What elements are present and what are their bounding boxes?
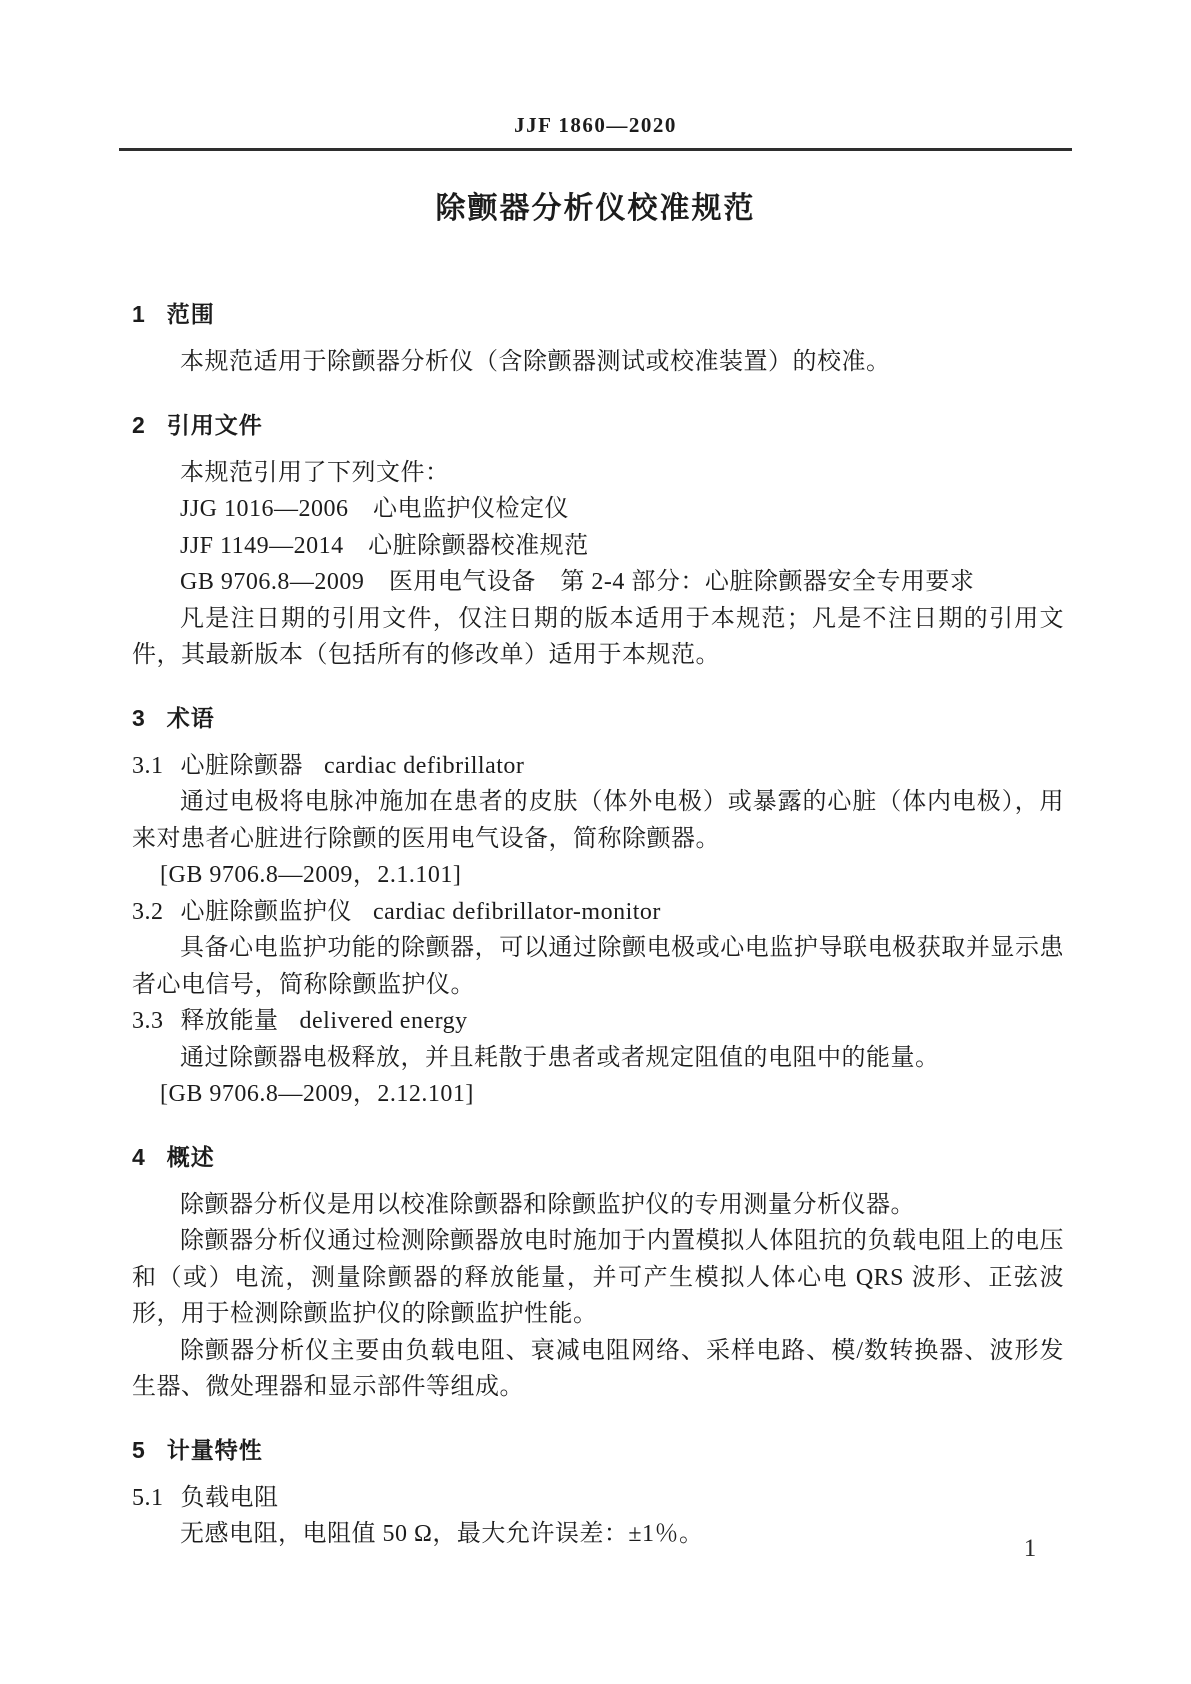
section-title: 术语: [166, 704, 215, 731]
citation-line: [GB 9706.8—2009，2.1.101]: [160, 862, 462, 888]
paragraph: 本规范引用了下列文件：: [180, 459, 450, 486]
term-name-zh: 负载电阻: [180, 1484, 279, 1511]
section-heading-1: [132, 296, 1064, 332]
paragraph: 除颤器分析仪通过检测除颤器放电时施加于内置模拟人体阻抗的负载电阻上的电压和（或）电流，测量除颤器的释放能量，并可产生模拟人体心电 QRS 波形、正弦波形，用于检测除颤监护仪的除颤监护性能。: [132, 1228, 1064, 1327]
paragraph: 通过除颤器电极释放，并且耗散于患者或者规定阻值的电阻中的能量。: [180, 1044, 940, 1071]
term-heading: [132, 1003, 1064, 1040]
section-number: 4: [132, 1143, 146, 1170]
term-name-zh: 心脏除颤器: [180, 752, 303, 779]
term-name-zh: 心脏除颤监护仪: [180, 898, 352, 925]
page-number: 1: [1023, 1535, 1037, 1562]
term-number: 3.2: [132, 898, 164, 925]
document-code: JJF 1860—2020: [514, 113, 677, 137]
section-heading-3: [132, 700, 1064, 736]
section-heading-4: [132, 1139, 1064, 1175]
reference-doc-item: GB 9706.8—2009 医用电气设备 第 2-4 部分：心脏除颤器安全专用要求: [180, 569, 975, 595]
paragraph: 无感电阻，电阻值 50 Ω，最大允许误差：±1％。: [180, 1521, 704, 1547]
section-heading-5: [132, 1432, 1064, 1468]
document-body: [132, 296, 1064, 1553]
section-title: 概述: [166, 1143, 215, 1170]
paragraph: 本规范适用于除颤器分析仪（含除颤器测试或校准装置）的校准。: [180, 349, 891, 375]
section-heading-2: [132, 407, 1064, 443]
page-header: [0, 0, 1191, 151]
reference-doc-item: JJF 1149—2014 心脏除颤器校准规范: [180, 532, 589, 559]
term-name-zh: 释放能量: [180, 1008, 279, 1034]
term-number: 3.1: [132, 752, 164, 779]
paragraph: 除颤器分析仪是用以校准除颤器和除颤监护仪的专用测量分析仪器。: [180, 1191, 915, 1218]
term-number: 3.3: [132, 1008, 164, 1034]
paragraph: 具备心电监护功能的除颤器，可以通过除颤电极或心电监护导联电极获取并显示患者心电信号，简称除颤监护仪。: [132, 935, 1064, 998]
term-name-en: delivered energy: [299, 1008, 468, 1034]
term-heading: [132, 748, 1064, 785]
paragraph: 通过电极将电脉冲施加在患者的皮肤（体外电极）或暴露的心脏（体内电极），用来对患者心脏进行除颤的医用电气设备，简称除颤器。: [132, 789, 1064, 852]
term-number: 5.1: [132, 1484, 164, 1511]
citation-line: [GB 9706.8—2009，2.12.101]: [160, 1081, 474, 1107]
section-number: 5: [132, 1436, 146, 1463]
term-heading: [132, 894, 1064, 931]
term-heading: [132, 1480, 1064, 1517]
reference-doc-item: JJG 1016—2006 心电监护仪检定仪: [180, 496, 570, 522]
section-number: 1: [132, 301, 146, 327]
document-title: 除颤器分析仪校准规范: [435, 192, 756, 225]
header-rule: [119, 148, 1072, 151]
term-name-en: cardiac defibrillator: [324, 752, 525, 779]
section-number: 2: [132, 411, 146, 438]
paragraph: 除颤器分析仪主要由负载电阻、衰减电阻网络、采样电路、模/数转换器、波形发生器、微处理器和显示部件等组成。: [132, 1337, 1064, 1400]
section-title: 范围: [166, 301, 215, 327]
section-title: 引用文件: [166, 411, 263, 438]
term-name-en: cardiac defibrillator-monitor: [373, 898, 661, 925]
section-number: 3: [132, 704, 146, 731]
section-title: 计量特性: [166, 1436, 263, 1463]
paragraph: 凡是注日期的引用文件，仅注日期的版本适用于本规范；凡是不注日期的引用文件，其最新版本（包括所有的修改单）适用于本规范。: [132, 605, 1064, 668]
